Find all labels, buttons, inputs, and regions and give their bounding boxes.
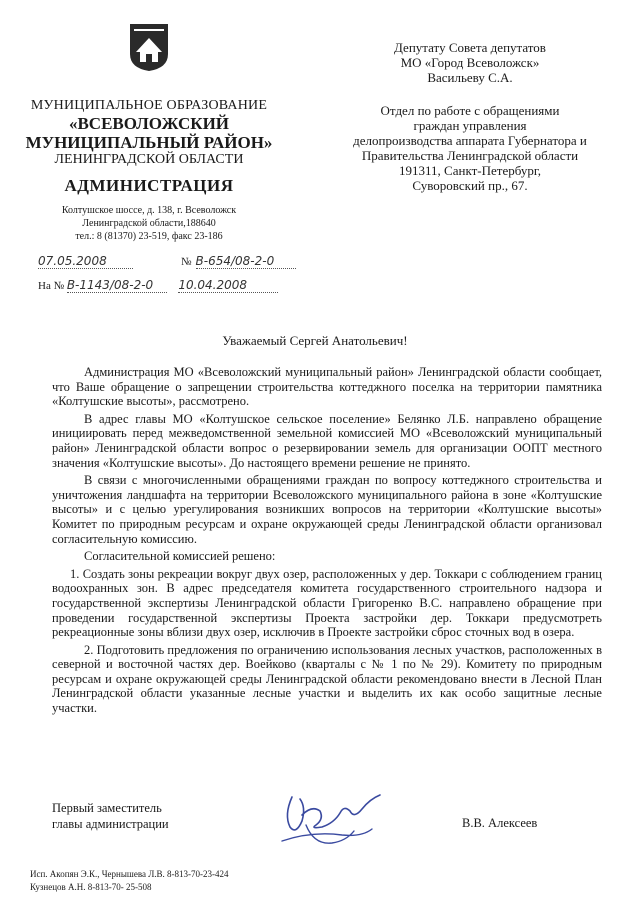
executor-line2: Кузнецов А.Н. 8-813-70- 25-508 <box>30 882 152 892</box>
dept-line5: 191311, Санкт-Петербург, <box>399 163 541 178</box>
signatory-name: В.В. Алексеев <box>462 816 538 830</box>
number-prefix: № <box>181 256 192 268</box>
handwritten-signature <box>262 785 392 855</box>
address-line1: Колтушское шоссе, д. 138, г. Всеволожск <box>61 205 237 216</box>
executor-line1: Исп. Акопян Э.К., Чернышева Л.В. 8-813-70-23-424 <box>30 869 229 879</box>
dept-line3: делопроизводства аппарата Губернатора и <box>353 133 587 148</box>
dept-line2: граждан управления <box>413 118 527 133</box>
dept-line6: Суворовский пр., 67. <box>412 178 528 193</box>
paragraph: 1. Создать зоны рекреации вокруг двух озер, расположенных у дер. Токкари с соблюдением границ водоохранных зон. В адрес председателя комитета государственного строительного надзора и государственной экспертизы Ленинградской области Григоренко В.С. направлено обращение при проведении государственной экспертизы Проекта застройки дер. Токкари предусмотреть рекреационные зоны вблизи двух озер, исключив в Проекте застройки сброс сточных вод в озера. <box>52 566 602 640</box>
signatory-title-line2: главы администрации <box>52 817 169 831</box>
letter-body <box>52 365 602 719</box>
paragraph: В адрес главы МО «Колтушское сельское поселение» Белянко Л.Б. направлено обращение инициировать перед межведомственной земельной комиссией МО «Всеволожский муниципальный район» Ленинградской области вопрос о резервировании земель для организации ООПТ местного значения «Колтушские высоты». До настоящего времени решение не принято. <box>52 411 602 470</box>
ref-prefix: На № <box>38 280 65 292</box>
reference-line <box>38 278 308 293</box>
signatory-title-line1: Первый заместитель <box>52 801 162 815</box>
coat-of-arms-icon <box>128 22 170 72</box>
ref-date: 10.04.2008 <box>178 278 278 293</box>
outgoing-date-number <box>38 252 308 270</box>
org-line4: ЛЕНИНГРАДСКОЙ ОБЛАСТИ <box>54 152 244 167</box>
admin-title: АДМИНИСТРАЦИЯ <box>64 176 234 195</box>
paragraph: 2. Подготовить предложения по ограничению использования лесных участков, расположенных в северной и восточной частях дер. Воейково (кварталы с № 1 по № 29). Комитету по природным ресурсам и охране окружающей среды Ленинградской области рекомендовано внести в Лесной План Ленинградской области указанные лесные участки и выделить их как особо защитные лесные участки. <box>52 642 602 716</box>
recipient-line1: Депутату Совета депутатов <box>394 40 546 55</box>
recipient-line2: МО «Город Всеволожск» <box>400 55 540 70</box>
org-line3: МУНИЦИПАЛЬНЫЙ РАЙОН» <box>25 133 273 152</box>
org-line1: МУНИЦИПАЛЬНОЕ ОБРАЗОВАНИЕ <box>30 98 268 113</box>
greeting: Уважаемый Сергей Анатольевич! <box>222 333 408 348</box>
org-name <box>18 114 280 152</box>
signatory-title <box>52 800 169 832</box>
paragraph: Администрация МО «Всеволожский муниципальный район» Ленинградской области сообщает, что Ваше обращение о запрещении строительства коттеджного поселка на территории памятника «Колтушские высоты», рассмотрено. <box>52 365 602 409</box>
org-line2: «ВСЕВОЛОЖСКИЙ <box>68 114 230 133</box>
paragraph: Согласительной комиссией решено: <box>84 549 276 564</box>
address-line2: Ленинградской области,188640 <box>82 218 216 229</box>
paragraph: В связи с многочисленными обращениями граждан по вопросу коттеджного строительства и уничтожения ландшафта на территории Всеволожского муниципального района в зоне «Колтушские высоты» и с целью урегулирования возникших вопросов на территории «Колтушские высоты» Комитет по природным ресурсам и охране окружающей среды Ленинградской области организовал согласительную комиссию. <box>52 473 602 546</box>
address-line3: тел.: 8 (81370) 23-519, факс 23-186 <box>75 231 223 242</box>
ref-number: В-1143/08-2-0 <box>67 278 167 293</box>
outgoing-number: В-654/08-2-0 <box>196 254 296 269</box>
outgoing-date: 07.05.2008 <box>38 254 133 269</box>
recipient-line3: Васильеву С.А. <box>427 70 513 85</box>
dept-line1: Отдел по работе с обращениями <box>380 103 560 118</box>
dept-line4: Правительства Ленинградской области <box>361 148 579 163</box>
